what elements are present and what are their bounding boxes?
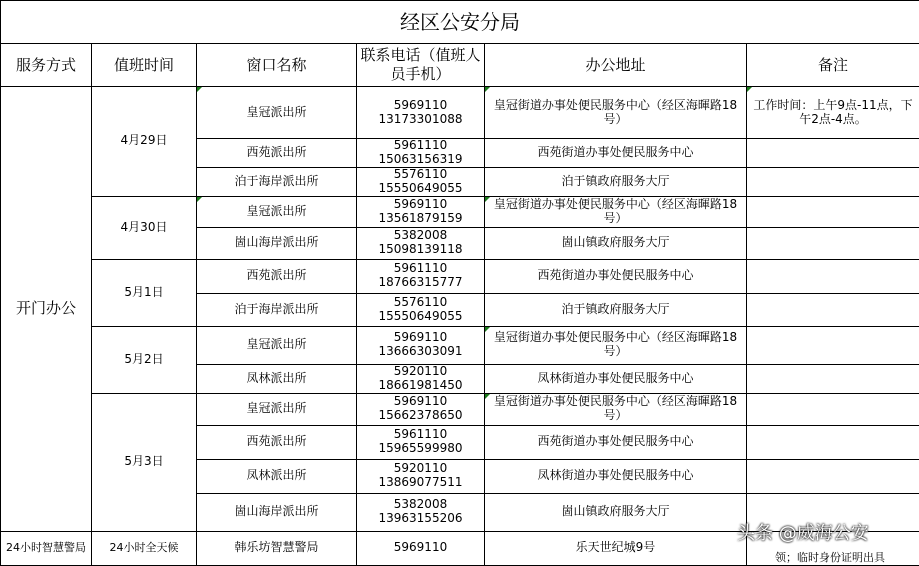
window-cell: 泊于海岸派出所 [197, 293, 357, 326]
remark-cell [747, 259, 919, 293]
phone-cell: 5576110 15550649055 [357, 168, 485, 197]
phone-cell: 5576110 15550649055 [357, 293, 485, 326]
window-cell: 崮山海岸派出所 [197, 493, 357, 531]
address-cell: 泊于镇政府服务大厅 [485, 293, 747, 326]
window-cell: 崮山海岸派出所 [197, 227, 357, 259]
remark-cell [747, 459, 919, 493]
remark-cell: 领；临时身份证明出具 [747, 531, 919, 565]
method-cell: 开门办公 [1, 87, 92, 532]
date-cell: 5月3日 [92, 393, 197, 531]
table-title: 经区公安分局 [1, 1, 919, 44]
window-cell: 皇冠派出所 [197, 87, 357, 139]
address-cell: 西苑街道办事处便民服务中心 [485, 425, 747, 459]
address-cell: 泊于镇政府服务大厅 [485, 168, 747, 197]
date-cell: 4月30日 [92, 196, 197, 259]
address-cell: 西苑街道办事处便民服务中心 [485, 139, 747, 168]
remark-cell [747, 393, 919, 425]
header-window: 窗口名称 [197, 44, 357, 87]
remark-cell [747, 139, 919, 168]
window-cell: 凤林派出所 [197, 364, 357, 393]
remark-cell: 工作时间：上午9点-11点，下午2点-4点。 [747, 87, 919, 139]
remark-cell [747, 168, 919, 197]
remark-cell [747, 227, 919, 259]
phone-cell: 5969110 13666303091 [357, 326, 485, 364]
window-cell: 泊于海岸派出所 [197, 168, 357, 197]
phone-cell: 5920110 18661981450 [357, 364, 485, 393]
remark-cell [747, 364, 919, 393]
header-time: 值班时间 [92, 44, 197, 87]
window-cell: 西苑派出所 [197, 259, 357, 293]
address-cell: 凤林街道办事处便民服务中心 [485, 364, 747, 393]
address-cell: 凤林街道办事处便民服务中心 [485, 459, 747, 493]
address-cell: 皇冠街道办事处便民服务中心（经区海暉路18号） [485, 87, 747, 139]
remark-cell [747, 326, 919, 364]
header-address: 办公地址 [485, 44, 747, 87]
window-cell: 皇冠派出所 [197, 393, 357, 425]
phone-cell: 5969110 [357, 531, 485, 565]
header-phone: 联系电话（值班人员手机） [357, 44, 485, 87]
phone-cell: 5961110 18766315777 [357, 259, 485, 293]
header-remark: 备注 [747, 44, 919, 87]
window-cell: 韩乐坊智慧警局 [197, 531, 357, 565]
date-cell: 24小时全天候 [92, 531, 197, 565]
window-cell: 皇冠派出所 [197, 326, 357, 364]
address-cell: 皇冠街道办事处便民服务中心（经区海暉路18号） [485, 326, 747, 364]
window-cell: 西苑派出所 [197, 139, 357, 168]
phone-cell: 5382008 13963155206 [357, 493, 485, 531]
window-cell: 凤林派出所 [197, 459, 357, 493]
date-cell: 4月29日 [92, 87, 197, 197]
phone-cell: 5961110 15965599980 [357, 425, 485, 459]
header-method: 服务方式 [1, 44, 92, 87]
phone-cell: 5969110 13173301088 [357, 87, 485, 139]
address-cell: 皇冠街道办事处便民服务中心（经区海暉路18号） [485, 393, 747, 425]
watermark: 头条 @威海公安 [737, 519, 869, 545]
remark-cell [747, 196, 919, 227]
remark-cell [747, 293, 919, 326]
remark-cell [747, 425, 919, 459]
phone-cell: 5961110 15063156319 [357, 139, 485, 168]
address-cell: 崮山镇政府服务大厅 [485, 493, 747, 531]
date-cell: 5月2日 [92, 326, 197, 393]
phone-cell: 5969110 15662378650 [357, 393, 485, 425]
phone-cell: 5920110 13869077511 [357, 459, 485, 493]
method-cell: 24小时智慧警局 [1, 531, 92, 565]
address-cell: 崮山镇政府服务大厅 [485, 227, 747, 259]
window-cell: 皇冠派出所 [197, 196, 357, 227]
window-cell: 西苑派出所 [197, 425, 357, 459]
phone-cell: 5382008 15098139118 [357, 227, 485, 259]
address-cell: 皇冠街道办事处便民服务中心（经区海暉路18号） [485, 196, 747, 227]
address-cell: 乐天世纪城9号 [485, 531, 747, 565]
phone-cell: 5969110 13561879159 [357, 196, 485, 227]
address-cell: 西苑街道办事处便民服务中心 [485, 259, 747, 293]
date-cell: 5月1日 [92, 259, 197, 326]
